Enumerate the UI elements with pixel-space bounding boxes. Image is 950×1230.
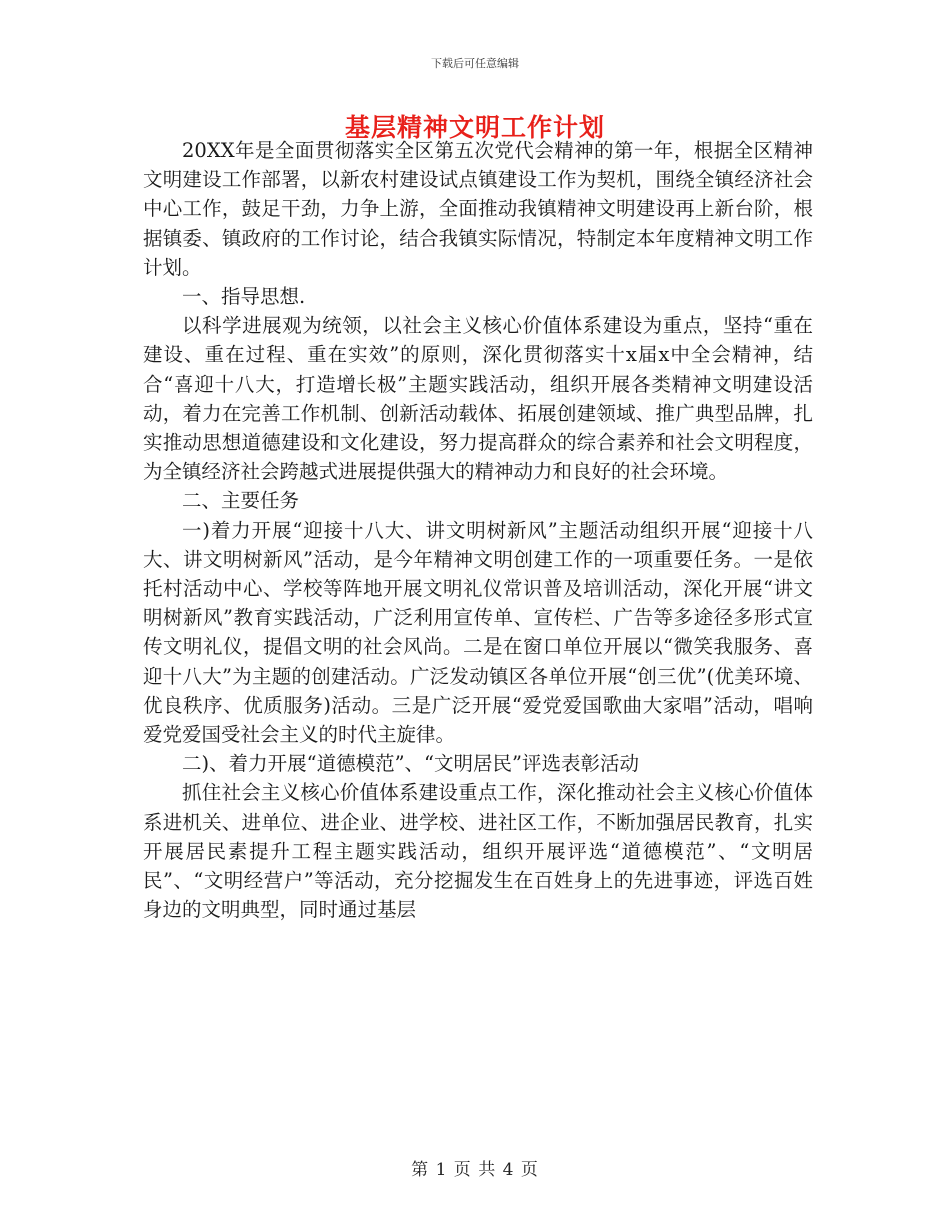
paragraph-task-one: 一)着力开展“迎接十八大、讲文明树新风”主题活动组织开展“迎接十八大、讲文明树新风”活动，是今年精神文明创建工作的一项重要任务。一是依托村活动中心、学校等阵地开展文明礼仪常识普及培训活动，深化开展“讲文明树新风”教育实践活动，广泛利用宣传单、宣传栏、广告等多途径多形式宣传文明礼仪，提倡文明的社会风尚。二是在窗口单位开展以“微笑我服务、喜迎十八大”为主题的创建活动。广泛发动镇区各单位开展“创三优”(优美环境、优良秩序、优质服务)活动。三是广泛开展“爱党爱国歌曲大家唱”活动，唱响爱党爱国受社会主义的时代主旋律。	[143, 518, 813, 747]
page-number: 第 1 页 共 4 页	[411, 1160, 539, 1180]
heading-guiding-thought: 一、指导思想.	[182, 285, 306, 309]
paragraph-guiding-thought: 以科学进展观为统领，以社会主义核心价值体系建设为重点，坚持“重在建设、重在过程、重在实效”的原则，深化贯彻落实十x届x中全会精神，结合“喜迎十八大，打造增长极”主题实践活动，组织开展各类精神文明建设活动，着力在完善工作机制、创新活动载体、拓展创建领域、推广典型品牌，扎实推动思想道德建设和文化建设，努力提高群众的综合素养和社会文明程度，为全镇经济社会跨越式进展提供强大的精神动力和良好的社会环境。	[143, 314, 813, 484]
heading-task-two: 二)、着力开展“道德模范”、“文明居民”评选表彰活动	[182, 752, 639, 776]
paragraph-task-two: 抓住社会主义核心价值体系建设重点工作，深化推动社会主义核心价值体系进机关、进单位、进企业、进学校、进社区工作，不断加强居民教育，扎实开展居民素提升工程主题实践活动，组织开展评选“道德模范”、“文明居民”、“文明经营户”等活动，充分挖掘发生在百姓身上的先进事迹，评选百姓身边的文明典型，同时通过基层	[143, 781, 813, 922]
document-title: 基层精神文明工作计划	[344, 113, 605, 142]
document-body	[143, 136, 813, 924]
heading-main-tasks: 二、主要任务	[182, 489, 300, 513]
paragraph-intro: 20XX年是全面贯彻落实全区第五次党代会精神的第一年，根据全区精神文明建设工作部署，以新农村建设试点镇建设工作为契机，围绕全镇经济社会中心工作，鼓足干劲，力争上游，全面推动我镇精神文明建设再上新台阶，根据镇委、镇政府的工作讨论，结合我镇实际情况，特制定本年度精神文明工作计划。	[143, 139, 813, 279]
header-note: 下载后可任意编辑	[431, 57, 519, 70]
